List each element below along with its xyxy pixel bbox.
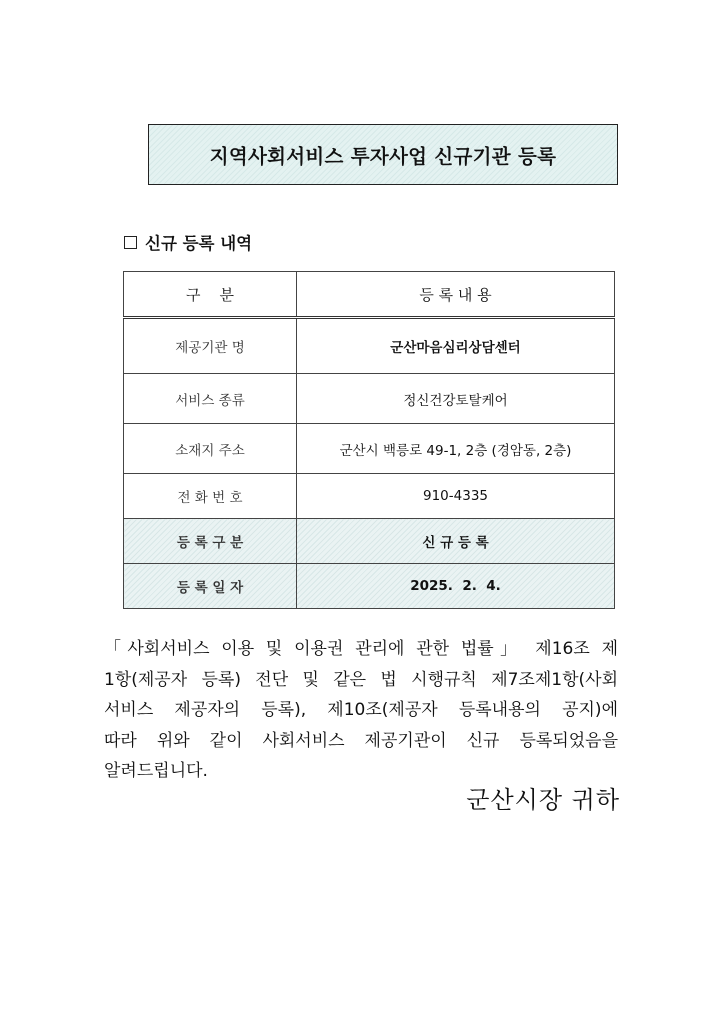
row-label: 소재지 주소 (124, 424, 297, 474)
row-label: 등 록 구 분 (124, 519, 297, 564)
row-value: 정신건강토탈케어 (297, 374, 615, 424)
row-label: 등 록 일 자 (124, 564, 297, 609)
table-row (124, 474, 615, 519)
row-label: 제공기관 명 (124, 318, 297, 374)
notice-line: 따라 위와 같이 사회서비스 제공기관이 신규 등록되었음을 (104, 730, 618, 751)
row-value: 2025. 2. 4. (297, 564, 615, 609)
table-row (124, 318, 615, 374)
table-row (124, 424, 615, 474)
row-value: 군산마음심리상담센터 (297, 318, 615, 374)
header-category: 구 분 (124, 272, 297, 318)
table-row (124, 564, 615, 609)
table-row (124, 519, 615, 564)
header-content: 등 록 내 용 (297, 272, 615, 318)
registration-table (123, 271, 615, 609)
notice-paragraph (104, 634, 618, 787)
section-heading-text: 신규 등록 내역 (145, 234, 253, 253)
row-value: 신 규 등 록 (297, 519, 615, 564)
document-title: 지역사회서비스 투자사업 신규기관 등록 (148, 124, 618, 185)
notice-line: 알려드립니다. (104, 761, 208, 781)
row-label: 전 화 번 호 (124, 474, 297, 519)
row-value: 군산시 백릉로 49-1, 2층 (경암동, 2층) (297, 424, 615, 474)
table-row (124, 374, 615, 424)
notice-line: 서비스 제공자의 등록), 제10조(제공자 등록내용의 공지)에 (104, 700, 618, 720)
notice-line: 1항(제공자 등록) 전단 및 같은 법 시행규칙 제7조제1항(사회 (104, 669, 618, 690)
row-value: 910-4335 (297, 474, 615, 519)
signature: 군산시장 귀하 (466, 786, 620, 814)
row-label: 서비스 종류 (124, 374, 297, 424)
notice-line: 「사회서비스 이용 및 이용권 관리에 관한 법률」 제16조 제 (104, 639, 618, 659)
checkbox-square-icon (124, 236, 137, 249)
section-heading (124, 230, 252, 254)
table-header-row (124, 272, 615, 318)
